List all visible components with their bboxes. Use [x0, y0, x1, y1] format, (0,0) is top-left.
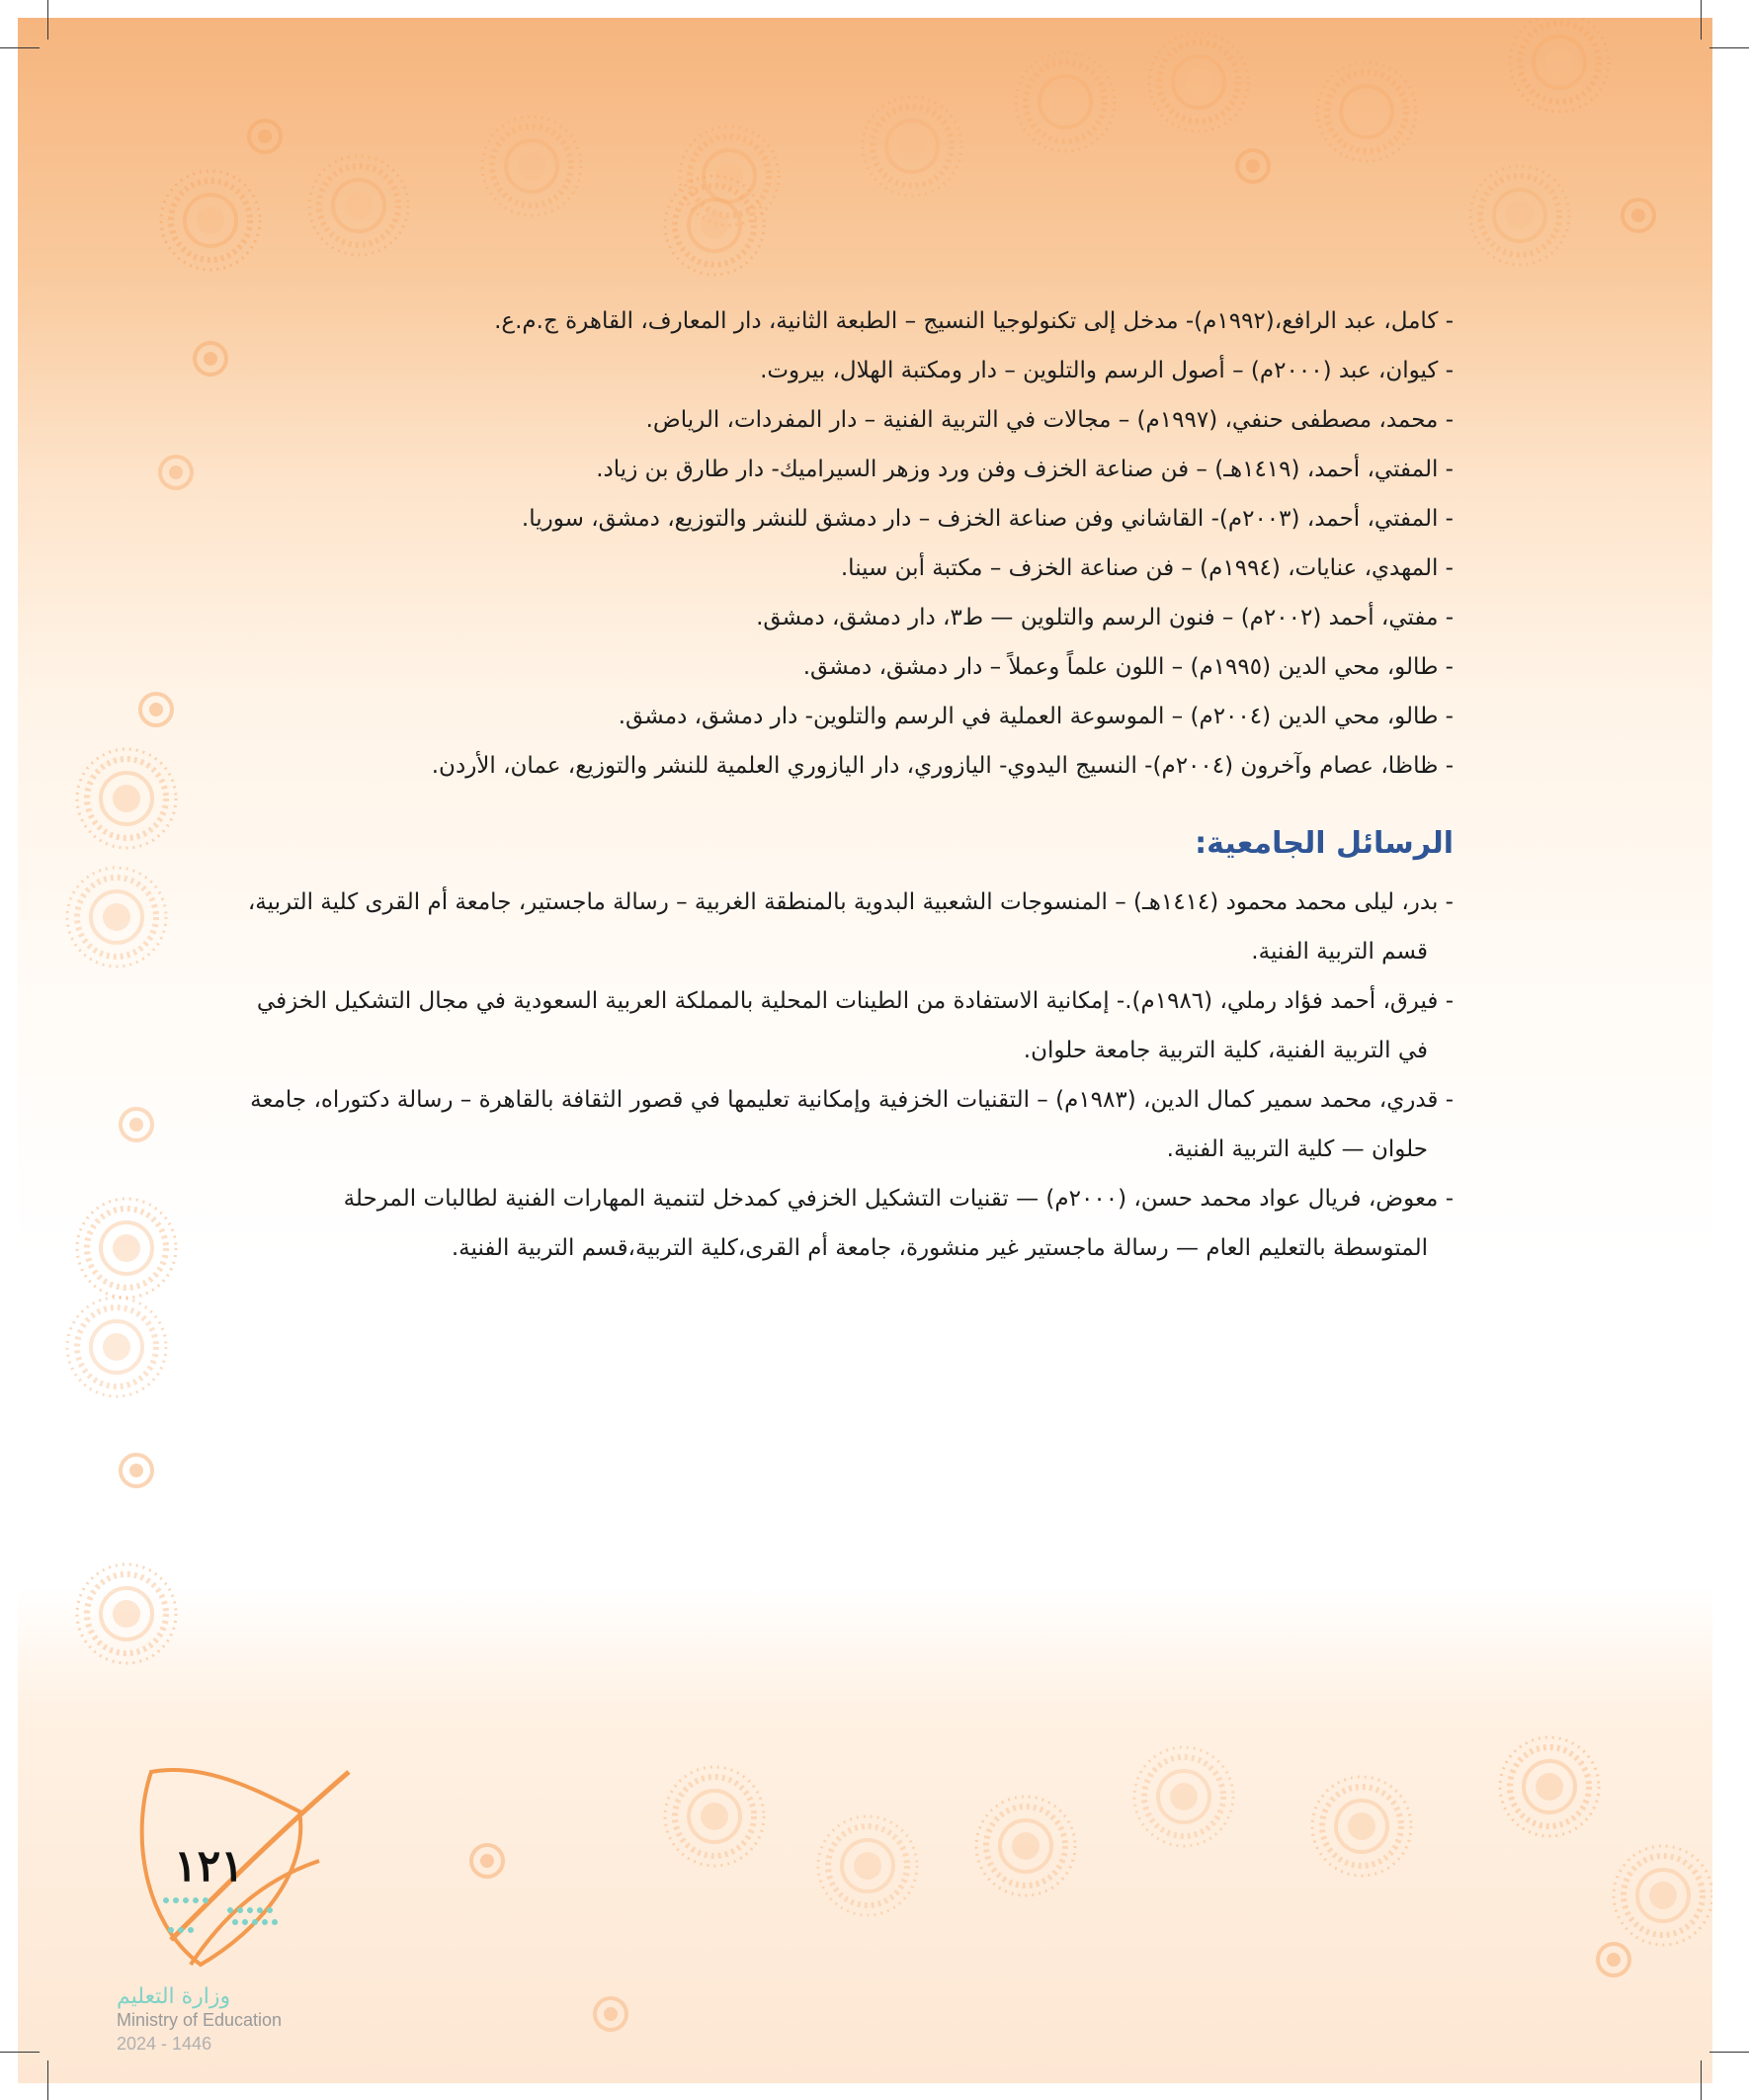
crop-mark — [47, 0, 48, 40]
thesis-entry: - فيرق، أحمد فؤاد رملي، (١٩٨٦م).- إمكانية الاستفادة من الطينات المحلية بالمملكة العربية السعودية في مجال التشكيل الخزفي في التربية الفنية، كلية التربية جامعة حلوان. — [256, 988, 1454, 1063]
ministry-year: 2024 - 1446 — [117, 2034, 212, 2054]
theses-heading: الرسائل الجامعية: — [1195, 826, 1454, 861]
reference-entry: - ظاظا، عصام وآخرون (٢٠٠٤م)- النسيج اليدوي- اليازوري، دار اليازوري العلمية للنشر والتوزيع، عمان، الأردن. — [431, 753, 1454, 779]
crop-mark — [47, 2060, 48, 2100]
thesis-entry: - معوض، فريال عواد محمد حسن، (٢٠٠٠م) — تقنيات التشكيل الخزفي كمدخل لتنمية المهارات الفنية لطالبات المرحلة المتوسطة بالتعليم العام — رسالة ماجستير غير منشورة، جامعة أم القرى،كلية التربية،قسم التربية الفنية. — [343, 1186, 1454, 1261]
ministry-name-arabic: وزارة التعليم — [117, 1984, 231, 2009]
thesis-entry: - بدر، ليلى محمد محمود (١٤١٤هـ) – المنسوجات الشعبية البدوية بالمنطقة الغربية – رسالة ماجستير، جامعة أم القرى كلية التربية، قسم التربية الفنية. — [247, 889, 1454, 965]
reference-entry: - المهدي، عنايات، (١٩٩٤م) – فن صناعة الخزف – مكتبة أبن سينا. — [840, 555, 1454, 581]
reference-entry: - كيوان، عبد (٢٠٠٠م) – أصول الرسم والتلوين – دار ومكتبة الهلال، بيروت. — [760, 358, 1454, 383]
ministry-name-english: Ministry of Education — [117, 2010, 283, 2030]
page-background — [18, 18, 1712, 2083]
page-number: ١٢١ — [174, 1841, 244, 1891]
crop-mark — [1709, 47, 1749, 48]
reference-entry: - المفتي، أحمد، (٢٠٠٣م)- القاشاني وفن صناعة الخزف – دار دمشق للنشر والتوزيع، دمشق، سوريا. — [521, 506, 1454, 532]
crop-mark — [0, 47, 40, 48]
crop-mark — [1701, 2060, 1702, 2100]
reference-entry: - محمد، مصطفى حنفي، (١٩٩٧م) – مجالات في التربية الفنية – دار المفردات، الرياض. — [645, 407, 1454, 433]
reference-entry: - طالو، محي الدين (٢٠٠٤م) – الموسوعة العملية في الرسم والتلوين- دار دمشق، دمشق. — [618, 704, 1454, 729]
thesis-entry: - قدري، محمد سمير كمال الدين، (١٩٨٣م) – التقنيات الخزفية وإمكانية تعليمها في قصور الثقافة بالقاهرة – رسالة دكتوراه، جامعة حلوان — كلية التربية الفنية. — [250, 1087, 1454, 1162]
reference-entry: - طالو، محي الدين (١٩٩٥م) – اللون علماً وعملاً – دار دمشق، دمشق. — [802, 654, 1454, 680]
crop-mark — [1709, 2052, 1749, 2053]
crop-mark — [1701, 0, 1702, 40]
reference-entry: - المفتي، أحمد، (١٤١٩هـ) – فن صناعة الخزف وفن ورد وزهر السيراميك- دار طارق بن زياد. — [596, 457, 1454, 482]
crop-mark — [0, 2052, 40, 2053]
reference-entry: - كامل، عبد الرافع،(١٩٩٢م)- مدخل إلى تكنولوجيا النسيج – الطبعة الثانية، دار المعارف، القاهرة ج.م.ع. — [494, 308, 1454, 334]
reference-entry: - مفتي، أحمد (٢٠٠٢م) – فنون الرسم والتلوين — ط٣، دار دمشق، دمشق. — [756, 605, 1454, 630]
bibliography-content — [243, 296, 1454, 1273]
